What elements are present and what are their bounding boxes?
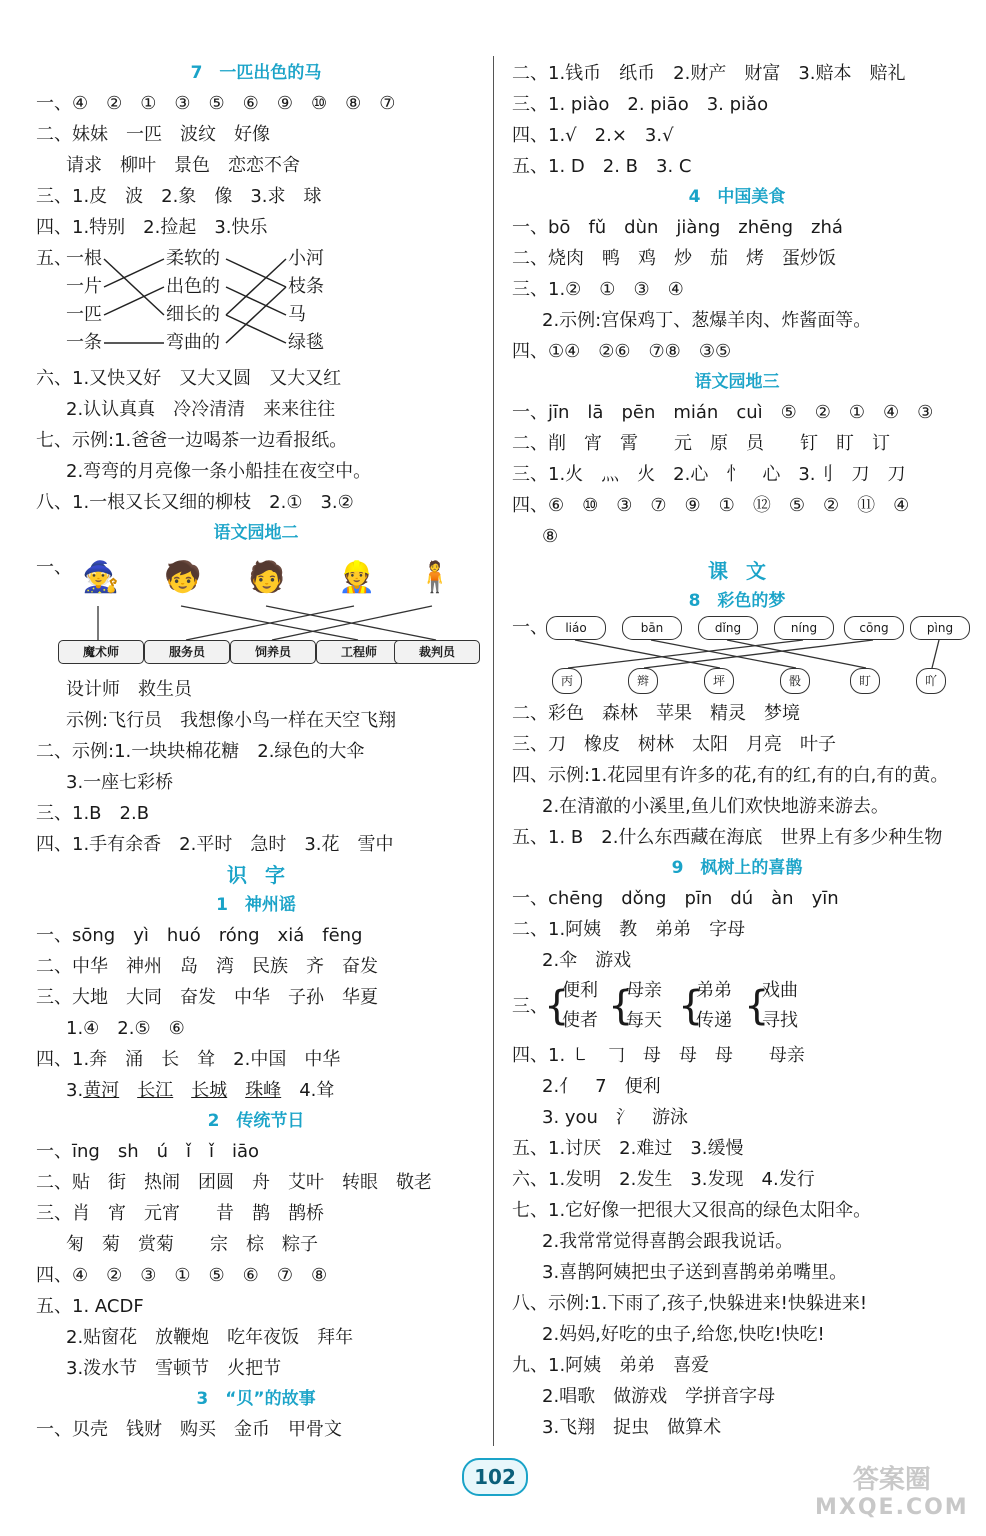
- match-prefix: 五、: [36, 248, 72, 269]
- answer-line: 二、1.钱币 纸币 2.财产 财富 3.赔本 赔礼: [512, 63, 906, 84]
- answer-line: 四、1.特别 2.捡起 3.快乐: [36, 217, 268, 238]
- left-column: [36, 58, 476, 1445]
- pinyin-bubble: liáo: [546, 616, 606, 640]
- job-badge: 裁判员: [394, 640, 480, 664]
- match-item-c: 枝条: [288, 276, 324, 297]
- answer-line: 二、彩色 森林 苹果 精灵 梦境: [512, 703, 800, 724]
- answer-line: 2.妈妈,好吃的虫子,给您,快吃!快吃!: [542, 1324, 825, 1345]
- group-word: 使者: [562, 1010, 598, 1031]
- answer-line: 请求 柳叶 景色 恋恋不舍: [66, 155, 300, 176]
- answer-line: 七、示例:1.爸爸一边喝茶一边看报纸。: [36, 430, 348, 451]
- matching-exercise: [36, 243, 476, 363]
- pinyin-matching-exercise: [512, 616, 962, 698]
- answer-line: 3.飞翔 捉虫 做算术: [542, 1417, 722, 1438]
- answer-line: 四、1.奔 涌 长 耸 2.中国 中华: [36, 1049, 341, 1070]
- answer-line: 一、bō fǔ dùn jiàng zhēng zhá: [512, 217, 843, 238]
- lesson-heading: 1 神州谣: [216, 895, 296, 915]
- group-word: 每天: [626, 1010, 662, 1031]
- bracket-group-exercise: [512, 976, 962, 1040]
- character-flower: 坪: [704, 668, 734, 694]
- answer-line: 设计师 救生员: [66, 679, 192, 700]
- answer-line: 三、1.火 灬 火 2.心 忄 心 3.刂 刀 刀: [512, 464, 906, 485]
- answer-line: 一、chēng dǒng pīn dú àn yīn: [512, 888, 839, 909]
- underlined-word: 长江: [137, 1080, 174, 1101]
- job-badge: 饲养员: [230, 640, 316, 664]
- answer-line: 一、jīn lā pēn mián cuì ⑤ ② ① ④ ③: [512, 402, 934, 423]
- group-word: 弟弟: [696, 980, 732, 1001]
- referee-figure-icon: 🧍: [416, 560, 454, 595]
- character-flower: 盯: [850, 668, 880, 694]
- column-divider: [493, 56, 494, 1446]
- pinyin-bubble: bān: [622, 616, 682, 640]
- group-word: 戏曲: [762, 980, 798, 1001]
- answer-line: 二、贴 街 热闹 团圆 舟 艾叶 转眼 敬老: [36, 1172, 432, 1193]
- answer-line: 2.我常常觉得喜鹊会跟我说话。: [542, 1231, 794, 1252]
- answer-line: 八、1.一根又长又细的柳枝 2.① 3.②: [36, 492, 354, 513]
- answer-line: 二、中华 神州 岛 湾 民族 齐 奋发: [36, 956, 378, 977]
- keeper-figure-icon: 🧑: [248, 560, 286, 595]
- answer-line: 2.在清澈的小溪里,鱼儿们欢快地游来游去。: [542, 796, 889, 817]
- match-item-a: 一根: [66, 248, 102, 269]
- right-column: [512, 58, 962, 1443]
- underlined-word: 珠峰: [245, 1080, 282, 1101]
- answer-line: 四、⑥ ⑩ ③ ⑦ ⑨ ① ⑫ ⑤ ② ⑪ ④: [512, 495, 910, 516]
- answer-line: 三、刀 橡皮 树林 太阳 月亮 叶子: [512, 734, 836, 755]
- job-badge: 服务员: [144, 640, 230, 664]
- answer-text: 3.: [66, 1080, 84, 1101]
- answer-line: 二、削 宵 霄 元 原 员 钉 盯 订: [512, 433, 890, 454]
- answer-line: 3. you 氵 游泳: [542, 1107, 688, 1128]
- pinyin-bubble: pìng: [910, 616, 970, 640]
- unit-heading: 识字: [227, 863, 303, 887]
- answer-line: 四、①④ ②⑥ ⑦⑧ ③⑤: [512, 341, 732, 362]
- match-item-b: 细长的: [166, 304, 220, 325]
- watermark-text: 答案圈: [852, 1465, 931, 1495]
- answer-line: 2.弯弯的月亮像一条小船挂在夜空中。: [66, 461, 372, 482]
- answer-line: 三、大地 大同 奋发 中华 子孙 华夏: [36, 987, 378, 1008]
- answer-line: 一、④ ② ① ③ ⑤ ⑥ ⑨ ⑩ ⑧ ⑦: [36, 93, 396, 114]
- answer-line: 2.认认真真 冷冷清清 来来往往: [66, 399, 336, 420]
- answer-line: 2.亻 7 便利: [542, 1076, 661, 1097]
- pinyin-prefix: 一、: [512, 617, 548, 638]
- section-heading: 语文园地二: [213, 523, 299, 543]
- pinyin-bubble: níng: [774, 616, 834, 640]
- section-heading: 语文园地三: [694, 372, 780, 392]
- answer-line: 3.一座七彩桥: [66, 772, 174, 793]
- job-badge: 魔术师: [58, 640, 144, 664]
- lesson-heading: 7 一匹出色的马: [190, 63, 322, 83]
- page-number: 102: [462, 1458, 528, 1496]
- bracket-prefix: 三、: [512, 996, 548, 1017]
- match-item-c: 马: [288, 304, 306, 325]
- answer-line: 九、1.阿姨 弟弟 喜爱: [512, 1355, 710, 1376]
- answer-line: 2.示例:宫保鸡丁、葱爆羊肉、炸酱面等。: [542, 310, 872, 331]
- answer-line: 六、1.发明 2.发生 3.发现 4.发行: [512, 1169, 815, 1190]
- unit-heading: 课文: [708, 559, 784, 583]
- brace-icon: {: [678, 983, 704, 1029]
- answer-line: 一、贝壳 钱财 购买 金币 甲骨文: [36, 1419, 342, 1440]
- answer-line: 四、④ ② ③ ① ⑤ ⑥ ⑦ ⑧: [36, 1265, 328, 1286]
- picture-matching-exercise: [36, 548, 476, 674]
- answer-line: 匊 菊 赏菊 宗 棕 粽子: [66, 1234, 318, 1255]
- answer-line: 三、肖 宵 元宵 昔 鹊 鹊桥: [36, 1203, 324, 1224]
- picture-match-lines: [36, 548, 476, 674]
- match-item-c: 小河: [288, 248, 324, 269]
- child-figure-icon: 🧒: [164, 560, 202, 595]
- match-lines: [36, 243, 336, 363]
- answer-line: 三、1.② ① ③ ④: [512, 279, 684, 300]
- answer-line: 2.唱歌 做游戏 学拼音字母: [542, 1386, 776, 1407]
- answer-line: 三、1. piào 2. piāo 3. piǎo: [512, 94, 769, 115]
- answer-line: [36, 1075, 476, 1106]
- group-word: 便利: [562, 980, 598, 1001]
- answer-line: 七、1.它好像一把很大又很高的绿色太阳伞。: [512, 1200, 872, 1221]
- answer-line: 四、示例:1.花园里有许多的花,有的红,有的白,有的黄。: [512, 765, 949, 786]
- lesson-heading: 9 枫树上的喜鹊: [671, 858, 803, 878]
- character-flower: 丙: [552, 668, 582, 694]
- match-item-b: 弯曲的: [166, 332, 220, 353]
- match-item-b: 出色的: [166, 276, 220, 297]
- character-flower: 骰: [780, 668, 810, 694]
- watermark-url: MXQE.COM: [815, 1495, 969, 1520]
- lesson-heading: 8 彩色的梦: [688, 591, 786, 611]
- match-item-a: 一匹: [66, 304, 102, 325]
- answer-line: 三、1.B 2.B: [36, 803, 150, 824]
- pinyin-bubble: cōng: [844, 616, 904, 640]
- answer-line: 二、1.阿姨 教 弟弟 字母: [512, 919, 746, 940]
- underlined-word: 黄河: [83, 1080, 120, 1101]
- match-item-b: 柔软的: [166, 248, 220, 269]
- answer-line: 五、1. ACDF: [36, 1296, 144, 1317]
- answer-line: 一、sōng yì huó róng xiá fēng: [36, 925, 363, 946]
- answer-line: 1.④ 2.⑤ ⑥: [66, 1018, 185, 1039]
- character-flower: 辫: [628, 668, 658, 694]
- answer-line: 三、1.皮 波 2.象 像 3.求 球: [36, 186, 322, 207]
- answer-line: 六、1.又快又好 又大又圆 又大又红: [36, 368, 342, 389]
- watermark-logo: [815, 1466, 969, 1522]
- brace-icon: {: [544, 983, 570, 1029]
- lesson-heading: 2 传统节日: [207, 1111, 305, 1131]
- lesson-heading: 3 “贝”的故事: [196, 1389, 316, 1409]
- answer-line: 五、1.讨厌 2.难过 3.缓慢: [512, 1138, 744, 1159]
- brace-icon: {: [608, 983, 634, 1029]
- job-badge: 工程师: [316, 640, 402, 664]
- pinyin-bubble: dǐng: [698, 616, 758, 640]
- brace-icon: {: [744, 983, 770, 1029]
- answer-line: 二、烧肉 鸭 鸡 炒 茄 烤 蛋炒饭: [512, 248, 836, 269]
- answer-line: 二、妹妹 一匹 波纹 好像: [36, 124, 270, 145]
- match-item-c: 绿毯: [288, 332, 324, 353]
- pics-prefix: 一、: [36, 557, 72, 578]
- answer-text: 4.耸: [299, 1080, 335, 1101]
- lesson-heading: 4 中国美食: [688, 187, 786, 207]
- match-item-a: 一条: [66, 332, 102, 353]
- group-word: 传递: [696, 1010, 732, 1031]
- answer-line: 3.泼水节 雪顿节 火把节: [66, 1358, 282, 1379]
- answer-line: 2.伞 游戏: [542, 950, 632, 971]
- answer-line: ⑧: [542, 526, 559, 547]
- group-word: 母亲: [626, 980, 662, 1001]
- group-word: 寻找: [762, 1010, 798, 1031]
- answer-line: 五、1. B 2.什么东西藏在海底 世界上有多少种生物: [512, 827, 943, 848]
- pinyin-match-lines: [512, 616, 962, 698]
- underlined-word: 长城: [191, 1080, 228, 1101]
- answer-line: 2.贴窗花 放鞭炮 吃年夜饭 拜年: [66, 1327, 354, 1348]
- magician-figure-icon: 🧙: [82, 560, 120, 595]
- answer-line: 二、示例:1.一块块棉花糖 2.绿色的大伞: [36, 741, 365, 762]
- answer-line: 3.喜鹊阿姨把虫子送到喜鹊弟弟嘴里。: [542, 1262, 848, 1283]
- answer-line: 四、1.手有余香 2.平时 急时 3.花 雪中: [36, 834, 394, 855]
- answer-line: 五、1. D 2. B 3. C: [512, 156, 692, 177]
- character-flower: 吖: [916, 668, 946, 694]
- answer-line: 示例:飞行员 我想像小鸟一样在天空飞翔: [66, 710, 397, 731]
- engineer-figure-icon: 👷: [338, 560, 376, 595]
- answer-line: 四、1. ㇄ 𠃌 母 母 母 母亲: [512, 1045, 805, 1066]
- answer-line: 四、1.√ 2.× 3.√: [512, 125, 674, 146]
- answer-line: 八、示例:1.下雨了,孩子,快躲进来!快躲进来!: [512, 1293, 868, 1314]
- match-item-a: 一片: [66, 276, 102, 297]
- answer-line: 一、īng sh ú ǐ ǐ iāo: [36, 1141, 260, 1162]
